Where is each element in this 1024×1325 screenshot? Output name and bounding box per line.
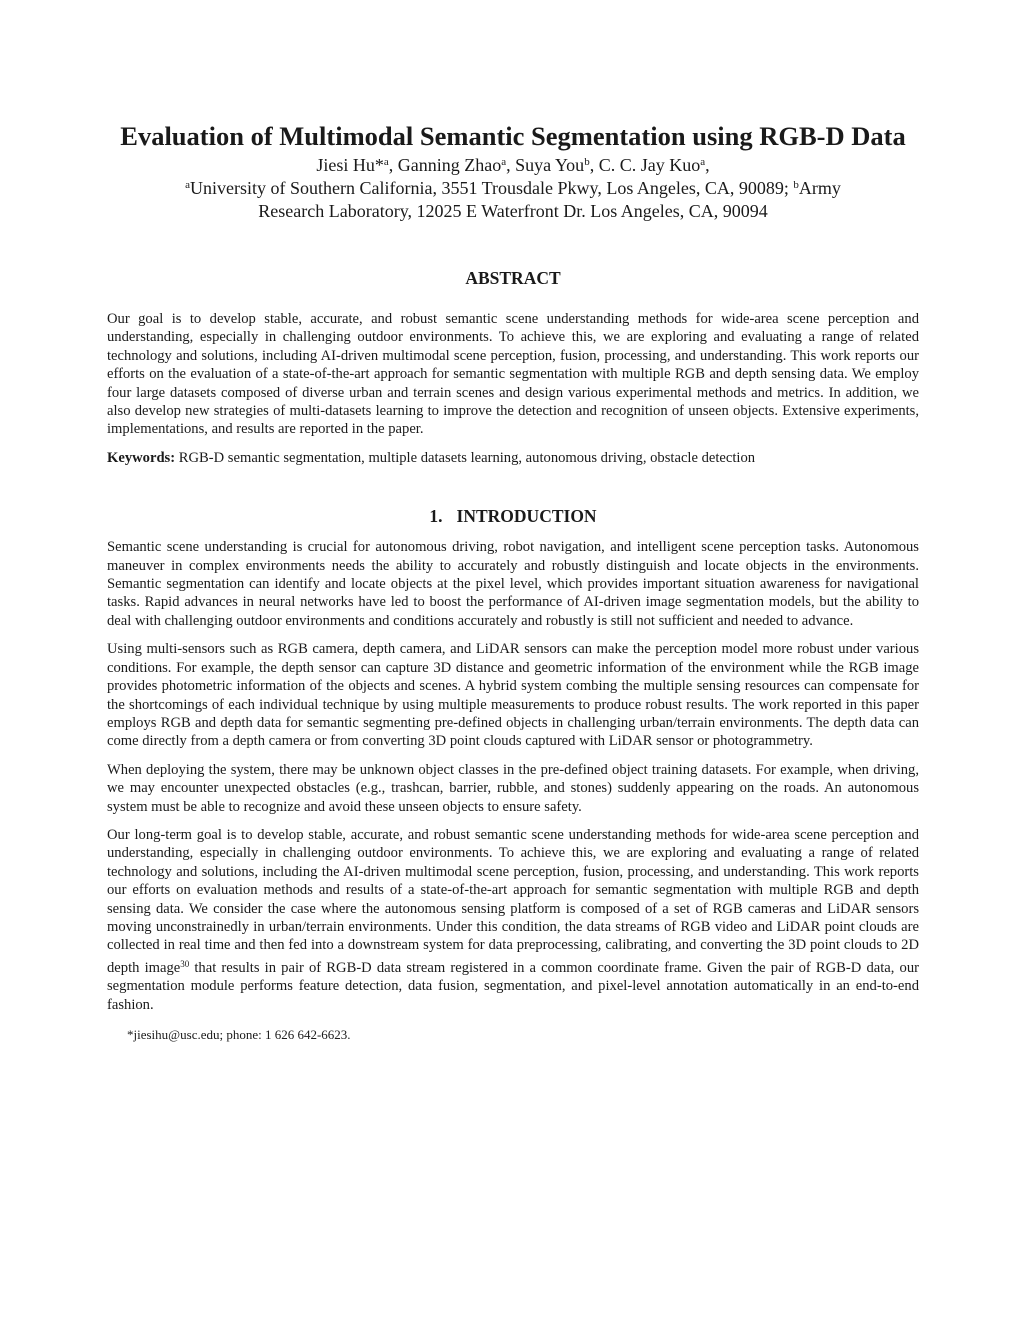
paper-title: Evaluation of Multimodal Semantic Segmentation using RGB-D Data (120, 121, 906, 151)
abstract-text: Our goal is to develop stable, accurate, and robust semantic scene understanding methods for wide-area scene perception and understanding, especially in challenging outdoor environments. To achieve this, we are exploring and evaluating a range of related technology and solutions, including AI-driven multimodal scene perception, fusion, processing, and understanding. This work reports our efforts on the evaluation of a state-of-the-art approach for semantic segmentation with multiple RGB and depth sensing data. We employ four large datasets composed of diverse urban and terrain scenes and design various experimental methods and metrics. In addition, we also develop new strategies of multi-datasets learning to improve the detection and recognition of unseen objects. Extensive experiments, implementations, and results are reported in the paper. (107, 311, 919, 438)
intro-paragraph-4 (107, 826, 919, 1014)
author-affil-sup: a (383, 156, 389, 168)
author-affil-sup: a (700, 156, 706, 168)
affil-text: University of Southern California, 3551 Trousdale Pkwy, Los Angeles, CA, 90089; (190, 178, 794, 198)
author-affil-sup: b (584, 156, 590, 168)
intro-paragraph-1: Semantic scene understanding is crucial for autonomous driving, robot navigation, and intelligent scene perception tasks. Autonomous maneuver in complex environments needs the ability to accurately and robustly distinguish and locate objects in the environments. Semantic segmentation can identify and locate objects at the pixel level, which provides important situation awareness for navigational tasks. Rapid advances in neural networks have led to boost the performance of AI-driven image segmentation models, but the ability to deal with challenging outdoor environments and conditions accurately and robustly is still not sufficient and needed to advance. (107, 539, 919, 629)
section-title: INTRODUCTION (456, 506, 597, 527)
intro-paragraph-3: When deploying the system, there may be unknown object classes in the pre-defined object training datasets. For example, when driving, we may encounter unexpected obstacles (e.g., trashcan, barrier, rubble, and stones) suddenly appearing on the roads. An autonomous system must be able to recognize and avoid these unseen objects to ensure safety. (107, 761, 919, 815)
intro-paragraph-2: Using multi-sensors such as RGB camera, depth camera, and LiDAR sensors can make the perception model more robust under various conditions. For example, the depth sensor can capture 3D distance and geometric information of the environment while the RGB image provides photometric information of the objects and scenes. A hybrid system combing the multiple sensing resources can compensate for the shortcomings of each individual technique by using multiple measurements to produce robust results. The work reported in this paper employs RGB and depth data for semantic segmenting pre-defined objects in challenging urban/terrain environments. The depth data can come directly from a depth camera or from converting 3D point clouds captured with LiDAR sensor or photogrammetry. (107, 641, 919, 750)
author-tail: , (705, 155, 710, 175)
author-name: , C. C. Jay Kuo (589, 155, 701, 175)
keywords-text: RGB-D semantic segmentation, multiple datasets learning, autonomous driving, obstacle detection (175, 449, 756, 466)
section-number: 1. (429, 506, 443, 527)
author-name: Jiesi Hu* (316, 155, 384, 175)
author-list (107, 154, 919, 177)
author-name: , Ganning Zhao (388, 155, 502, 175)
keywords (107, 449, 919, 467)
paragraph-text: Our long-term goal is to develop stable, accurate, and robust semantic scene understanding methods for wide-area scene perception and understanding, especially in challenging outdoor environments. To achieve this, we are exploring and evaluating a range of related technology and solutions, including the AI-driven multimodal scene perception, fusion, processing, and understanding. This work reports our efforts on evaluation methods and results of a state-of-the-art approach for semantic segmentation with multiple RGB and depth sensing data. We consider the case where the autonomous sensing platform is composed of a set of RGB cameras and LiDAR sensors moving unconstrainedly in urban/terrain environments. Under this condition, the data streams of RGB video and LiDAR point clouds are collected in real time and then fed into a downstream system for data preprocessing, calibrating, and converting the 3D point clouds to 2D depth image (107, 826, 919, 976)
introduction-heading (107, 505, 919, 527)
citation-ref: 30 (180, 958, 190, 969)
affiliation-line-1 (107, 177, 919, 200)
paragraph-text: that results in pair of RGB-D data stream registered in a common coordinate frame. Given the pair of RGB-D data, our segmentation module performs feature detection, data fusion, segmentation, and pixel-level annotation automatically in an end-to-end fashion. (107, 959, 919, 1013)
affil-sup: a (185, 179, 191, 191)
author-affil-sup: a (501, 156, 507, 168)
author-name: , Suya You (506, 155, 585, 175)
paper-page (107, 118, 919, 1043)
author-footnote: *jiesihu@usc.edu; phone: 1 626 642-6623. (127, 1027, 351, 1042)
affil-text: Army (798, 178, 841, 198)
abstract-heading: ABSTRACT (465, 268, 561, 288)
keywords-label: Keywords: (107, 449, 176, 466)
affil-sup: b (793, 179, 799, 191)
affiliation-line-2: Research Laboratory, 12025 E Waterfront Dr. Los Angeles, CA, 90094 (258, 201, 768, 221)
